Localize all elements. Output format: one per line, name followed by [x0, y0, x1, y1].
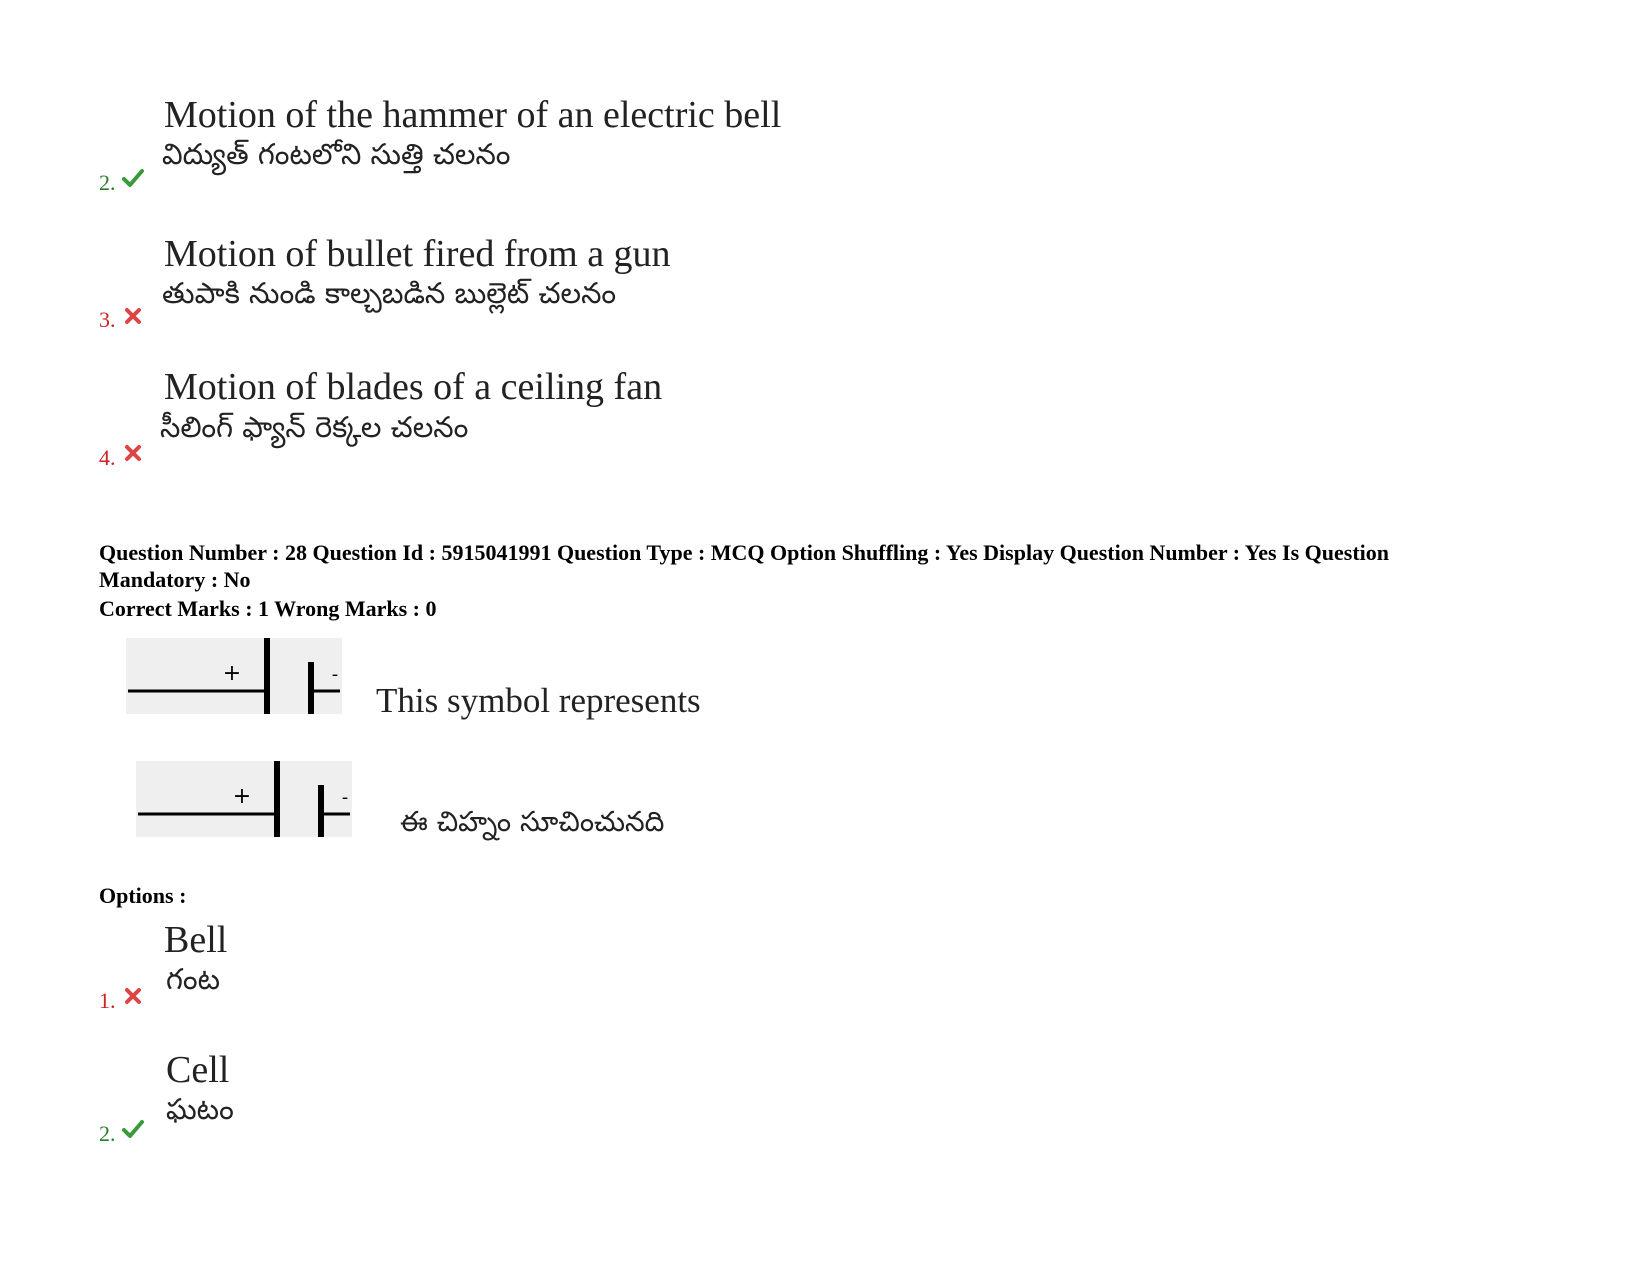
cross-icon	[122, 985, 144, 1007]
cell-symbol-icon	[126, 636, 342, 716]
option-number: 1.	[99, 988, 116, 1013]
symbol-minus: -	[331, 664, 339, 685]
question-meta	[99, 539, 1499, 593]
symbol-plus: +	[232, 784, 252, 809]
option-text-en: Motion of blades of a ceiling fan	[164, 366, 663, 408]
option-text-en: Motion of the hammer of an electric bell	[164, 94, 782, 136]
symbol-minus: -	[341, 787, 349, 808]
options-label: Options :	[99, 883, 187, 908]
option-text-te: తుపాకి నుండి కాల్చబడిన బుల్లెట్ చలనం	[162, 276, 617, 310]
option-text-te: గంట	[166, 962, 220, 996]
cell-symbol-icon	[136, 759, 352, 839]
checkmark-icon	[122, 167, 144, 189]
cross-icon	[122, 305, 144, 327]
option-number: 2.	[99, 170, 116, 195]
option-number: 3.	[99, 307, 116, 332]
question-text-te: ఈ చిహ్నం సూచించునది	[400, 805, 665, 838]
question-meta-line2: Mandatory : No	[99, 567, 251, 592]
option-number: 4.	[99, 445, 116, 470]
option-number: 2.	[99, 1121, 116, 1146]
option-text-te: విద్యుత్ గంటలోని సుత్తి చలనం	[162, 137, 511, 171]
option-text-te: ఘటం	[166, 1092, 234, 1126]
question-marks: Correct Marks : 1 Wrong Marks : 0	[99, 596, 437, 621]
cross-icon	[122, 442, 144, 464]
option-text-en: Motion of bullet fired from a gun	[164, 233, 671, 275]
symbol-plus: +	[222, 661, 242, 686]
option-text-en: Cell	[166, 1049, 230, 1091]
option-text-te: సీలింగ్ ఫ్యాన్ రెక్కల చలనం	[160, 410, 469, 444]
question-text-en: This symbol represents	[376, 681, 701, 720]
question-meta-line1: Question Number : 28 Question Id : 5915041991 Question Type : MCQ Option Shuffling : Yes Display Question Number : Yes Is Question	[99, 540, 1389, 565]
checkmark-icon	[122, 1118, 144, 1140]
option-text-en: Bell	[164, 919, 228, 961]
